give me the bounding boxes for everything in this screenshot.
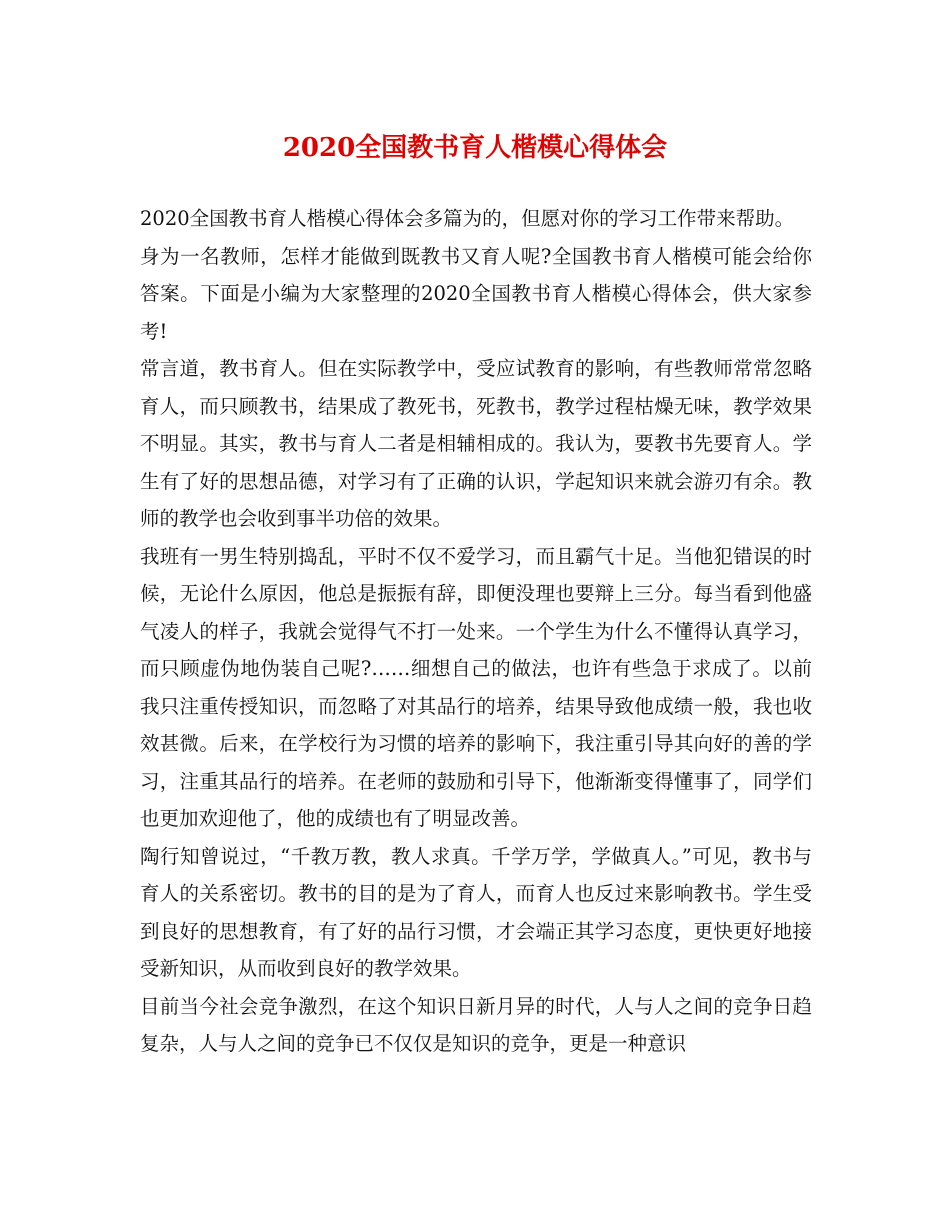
- paragraph-intro: 2020全国教书育人楷模心得体会多篇为的，但愿对你的学习工作带来帮助。: [140, 207, 795, 230]
- page-title: 2020全国教书育人楷模心得体会: [282, 133, 668, 163]
- paragraph-competition: 目前当今社会竞争激烈，在这个知识日新月异的时代，人与人之间的竞争日趋复杂，人与人之间的竞争已不仅仅是知识的竞争，更是一种意识: [140, 994, 812, 1055]
- paragraph-teaching-and-educating: 常言道，教书育人。但在实际教学中，受应试教育的影响，有些教师常常忽略育人，而只顾教书，结果成了教死书，死教书，教学过程枯燥无味，教学效果不明显。其实，教书与育人二者是相辅相成的。我认为，要教书先要育人。学生有了好的思想品德，对学习有了正确的认识，学起知识来就会游刃有余。教师的教学也会收到事半功倍的效果。: [140, 357, 812, 530]
- paragraph-tao-xingzhi-quote: 陶行知曾说过，“千教万教，教人求真。千学万学，学做真人。”可见，教书与育人的关系密切。教书的目的是为了育人，而育人也反过来影响教书。学生受到良好的思想教育，有了好的品行习惯，才会端正其学习态度，更快更好地接受新知识，从而收到良好的教学效果。: [140, 844, 812, 980]
- paragraph-student-story: 我班有一男生特别捣乱，平时不仅不爱学习，而且霸气十足。当他犯错误的时候，无论什么原因，他总是振振有辞，即便没理也要辩上三分。每当看到他盛气凌人的样子，我就会觉得气不打一处来。一个学生为什么不懂得认真学习，而只顾虚伪地伪装自己呢?……细想自己的做法，也许有些急于求成了。以前我只注重传授知识，而忽略了对其品行的培养，结果导致他成绩一般，我也收效甚微。后来，在学校行为习惯的培养的影响下，我注重引导其向好的善的学习，注重其品行的培养。在老师的鼓励和引导下，他渐渐变得懂事了，同学们也更加欢迎他了，他的成绩也有了明显改善。: [140, 544, 812, 830]
- paragraph-question: 身为一名教师，怎样才能做到既教书又育人呢?全国教书育人楷模可能会给你答案。下面是小编为大家整理的2020全国教书育人楷模心得体会，供大家参考!: [140, 244, 812, 343]
- document-body: [140, 200, 812, 1063]
